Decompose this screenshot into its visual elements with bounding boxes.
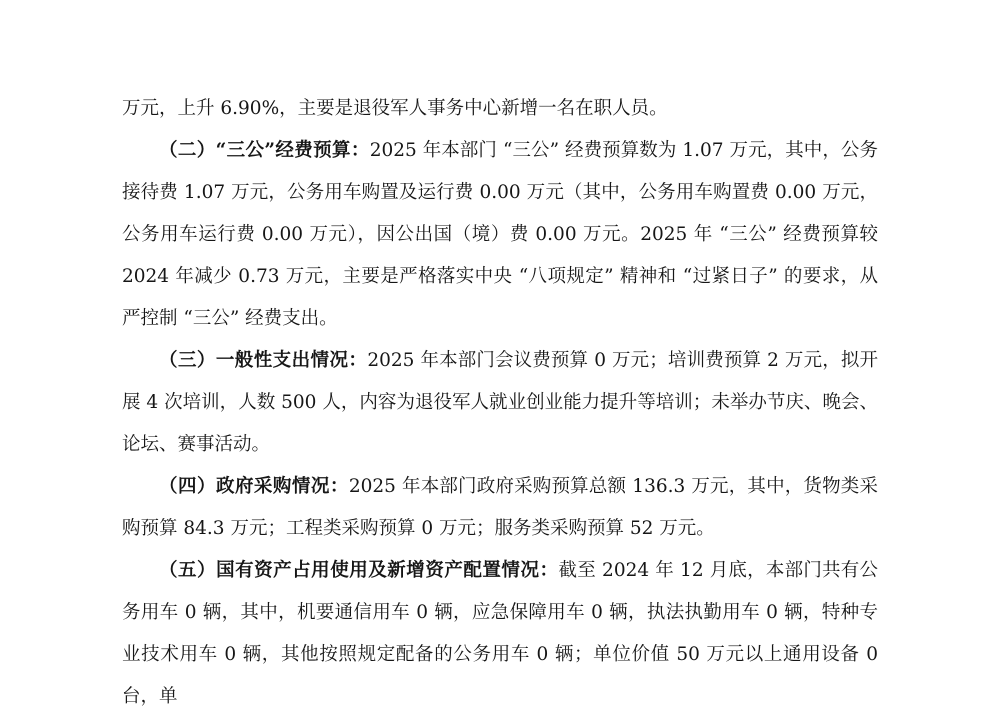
paragraph-text: 2025 年本部门会议费预算 0 万元；培训费预算 2 万元，拟开展 4 次培训，人数 500 人，内容为退役军人就业创业能力提升等培训；未举办节庆、晚会、论坛、赛事活动。 bbox=[122, 350, 878, 455]
paragraph-item-3 bbox=[122, 340, 878, 466]
paragraph-item-5 bbox=[122, 550, 878, 718]
paragraph-text: 万元，上升 6.90%，主要是退役军人事务中心新增一名在职人员。 bbox=[122, 98, 668, 119]
paragraph-lead-label: （二）“三公”经费预算： bbox=[159, 140, 370, 161]
paragraph-text: 2025 年本部门政府采购预算总额 136.3 万元，其中，货物类采购预算 84.3 万元；工程类采购预算 0 万元；服务类采购预算 52 万元。 bbox=[122, 476, 878, 539]
paragraph-lead-label: （三）一般性支出情况： bbox=[159, 350, 368, 371]
paragraph-lead-label: （四）政府采购情况： bbox=[159, 476, 349, 497]
paragraph-text: 2025 年本部门 “三公” 经费预算数为 1.07 万元，其中，公务接待费 1.07 万元，公务用车购置及运行费 0.00 万元（其中，公务用车购置费 0.00 万元，公务用车运行费 0.00 万元），因公出国（境）费 0.00 万元。2025 年 “三公” 经费预算较 2024 年减少 0.73 万元，主要是严格落实中央 “八项规定” 精神和 “过紧日子” 的要求，从严控制 “三公” 经费支出。 bbox=[122, 140, 878, 329]
paragraph-item-4 bbox=[122, 466, 878, 550]
paragraph-continuation bbox=[122, 88, 878, 130]
document-body bbox=[122, 88, 878, 718]
paragraph-item-2 bbox=[122, 130, 878, 340]
paragraph-lead-label: （五）国有资产占用使用及新增资产配置情况： bbox=[159, 560, 559, 581]
paragraph-text: 截至 2024 年 12 月底，本部门共有公务用车 0 辆，其中，机要通信用车 0 辆，应急保障用车 0 辆，执法执勤用车 0 辆，特种专业技术用车 0 辆，其他按照规定配备的公务用车 0 辆；单位价值 50 万元以上通用设备 0 台，单 bbox=[122, 560, 878, 707]
